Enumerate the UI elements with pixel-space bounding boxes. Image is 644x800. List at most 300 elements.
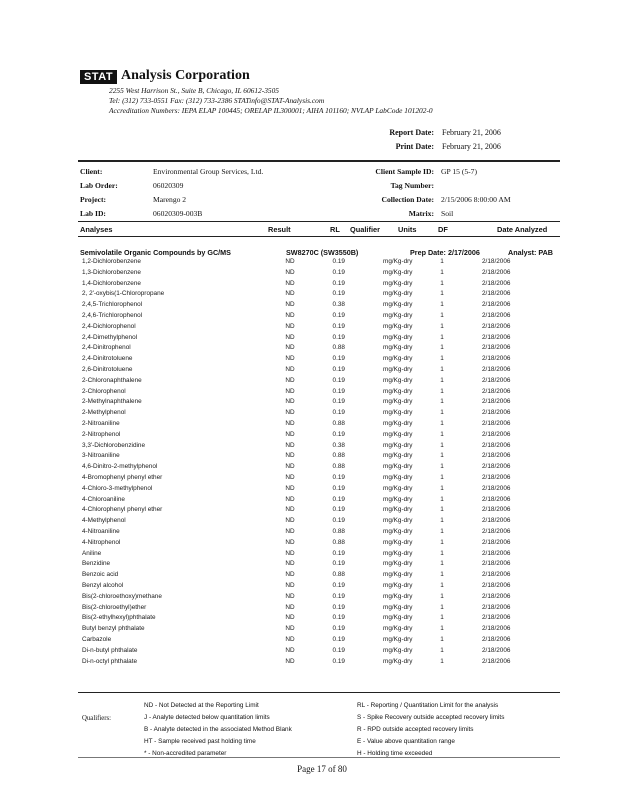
reporting-limit: 0.19	[332, 258, 345, 265]
col-result: Result	[268, 225, 291, 234]
date-analyzed: 2/18/2006	[482, 657, 511, 665]
date-analyzed: 2/18/2006	[482, 376, 511, 384]
units-value: mg/Kg-dry	[383, 268, 413, 276]
dilution-factor: 1	[440, 657, 444, 665]
date-analyzed: 2/18/2006	[482, 312, 511, 319]
result-value: ND	[285, 603, 295, 611]
analyte-name: 4-Bromophenyl phenyl ether	[82, 474, 163, 481]
date-analyzed: 2/18/2006	[482, 452, 511, 460]
units-value: mg/Kg-dry	[383, 258, 413, 265]
qualifier-item: S - Spike Recovery outside accepted recovery limits	[357, 714, 505, 721]
table-row	[0, 636, 644, 647]
col-date-analyzed: Date Analyzed	[497, 225, 548, 234]
units-value: mg/Kg-dry	[383, 592, 413, 600]
date-analyzed: 2/18/2006	[482, 355, 511, 363]
table-row	[0, 582, 644, 593]
result-value: ND	[285, 333, 295, 341]
table-row	[0, 658, 644, 669]
result-value: ND	[285, 625, 295, 633]
analyte-name: 2-Nitroaniline	[82, 420, 120, 427]
section-title: Semivolatile Organic Compounds by GC/MS	[80, 248, 231, 257]
table-row	[0, 485, 644, 496]
col-rl: RL	[330, 225, 340, 234]
table-row	[0, 355, 644, 366]
dilution-factor: 1	[440, 625, 444, 633]
analyte-name: 4,6-Dinitro-2-methylphenol	[82, 463, 158, 471]
result-value: ND	[285, 582, 295, 589]
units-value: mg/Kg-dry	[383, 430, 413, 438]
date-analyzed: 2/18/2006	[482, 290, 511, 298]
analyte-name: Di-n-octyl phthalate	[82, 657, 138, 665]
date-analyzed: 2/18/2006	[482, 592, 511, 600]
analyte-name: Di-n-butyl phthalate	[82, 646, 138, 654]
analyte-name: 2,6-Dinitrotoluene	[82, 366, 133, 373]
reporting-limit: 0.19	[332, 290, 345, 298]
units-value: mg/Kg-dry	[383, 366, 413, 373]
reporting-limit: 0.19	[332, 409, 345, 417]
company-name: Analysis Corporation	[121, 68, 250, 83]
date-analyzed: 2/18/2006	[482, 484, 511, 492]
result-value: ND	[285, 398, 295, 406]
client-sample-label: Client Sample ID:	[375, 167, 434, 176]
section-method: SW8270C (SW3550B)	[286, 248, 359, 257]
date-analyzed: 2/18/2006	[482, 322, 511, 330]
dilution-factor: 1	[440, 560, 444, 568]
result-value: ND	[285, 430, 295, 438]
result-value: ND	[285, 517, 295, 525]
analyte-name: 4-Chloroaniline	[82, 495, 125, 503]
dilution-factor: 1	[440, 549, 444, 557]
result-value: ND	[285, 484, 295, 492]
units-value: mg/Kg-dry	[383, 355, 413, 363]
units-value: mg/Kg-dry	[383, 517, 413, 525]
dilution-factor: 1	[440, 387, 444, 395]
table-row	[0, 647, 644, 658]
date-analyzed: 2/18/2006	[482, 538, 511, 546]
reporting-limit: 0.19	[332, 430, 345, 438]
reporting-limit: 0.19	[332, 322, 345, 330]
result-value: ND	[285, 560, 295, 568]
dilution-factor: 1	[440, 268, 444, 276]
table-row	[0, 301, 644, 312]
report-date: February 21, 2006	[442, 128, 501, 137]
page-number-rule	[78, 757, 560, 758]
date-analyzed: 2/18/2006	[482, 420, 511, 427]
analyte-name: Bis(2-chloroethoxy)methane	[82, 592, 162, 600]
dilution-factor: 1	[440, 603, 444, 611]
units-value: mg/Kg-dry	[383, 279, 413, 287]
dilution-factor: 1	[440, 376, 444, 384]
table-row	[0, 420, 644, 431]
client-sample-value: GP 15 (5-7)	[441, 167, 477, 176]
table-row	[0, 517, 644, 528]
analyte-name: 2-Methylnaphthalene	[82, 398, 142, 406]
qualifiers-label: Qualifiers:	[82, 715, 112, 722]
result-value: ND	[285, 506, 295, 514]
lab-order-label: Lab Order:	[80, 181, 118, 190]
dilution-factor: 1	[440, 344, 444, 352]
date-analyzed: 2/18/2006	[482, 571, 511, 579]
analyte-name: Benzoic acid	[82, 571, 119, 579]
qualifier-item: * - Non-accredited parameter	[144, 750, 227, 757]
date-analyzed: 2/18/2006	[482, 506, 511, 514]
date-analyzed: 2/18/2006	[482, 560, 511, 568]
reporting-limit: 0.19	[332, 333, 345, 341]
project-value: Marengo 2	[153, 195, 187, 204]
result-value: ND	[285, 376, 295, 384]
units-value: mg/Kg-dry	[383, 474, 413, 481]
units-value: mg/Kg-dry	[383, 301, 413, 309]
page-number: Page 17 of 80	[297, 764, 347, 774]
analyte-name: 4-Methylphenol	[82, 517, 126, 525]
units-value: mg/Kg-dry	[383, 560, 413, 568]
table-row	[0, 431, 644, 442]
tag-number-label: Tag Number:	[390, 181, 434, 190]
units-value: mg/Kg-dry	[383, 603, 413, 611]
date-analyzed: 2/18/2006	[482, 582, 511, 589]
table-row	[0, 506, 644, 517]
table-row	[0, 388, 644, 399]
dilution-factor: 1	[440, 592, 444, 600]
units-value: mg/Kg-dry	[383, 582, 413, 589]
units-value: mg/Kg-dry	[383, 387, 413, 395]
reporting-limit: 0.19	[332, 312, 345, 319]
units-value: mg/Kg-dry	[383, 484, 413, 492]
reporting-limit: 0.88	[332, 571, 345, 579]
result-value: ND	[285, 258, 295, 265]
dilution-factor: 1	[440, 506, 444, 514]
reporting-limit: 0.19	[332, 625, 345, 633]
units-value: mg/Kg-dry	[383, 333, 413, 341]
dilution-factor: 1	[440, 366, 444, 373]
dilution-factor: 1	[440, 528, 444, 535]
result-value: ND	[285, 463, 295, 471]
analyte-name: 1,3-Dichlorobenzene	[82, 268, 141, 276]
analyte-name: 4-Chlorophenyl phenyl ether	[82, 506, 163, 514]
units-value: mg/Kg-dry	[383, 420, 413, 427]
units-value: mg/Kg-dry	[383, 506, 413, 514]
table-row	[0, 269, 644, 280]
analyte-name: 2,4,5-Trichlorophenol	[82, 301, 143, 309]
reporting-limit: 0.19	[332, 646, 345, 654]
reporting-limit: 0.19	[332, 484, 345, 492]
result-value: ND	[285, 646, 295, 654]
reporting-limit: 0.19	[332, 495, 345, 503]
reporting-limit: 0.19	[332, 506, 345, 514]
result-value: ND	[285, 290, 295, 298]
analyte-name: 2-Chloronaphthalene	[82, 376, 142, 384]
result-value: ND	[285, 592, 295, 600]
date-analyzed: 2/18/2006	[482, 344, 511, 352]
lab-id-label: Lab ID:	[80, 209, 106, 218]
dilution-factor: 1	[440, 484, 444, 492]
reporting-limit: 0.88	[332, 528, 345, 535]
result-value: ND	[285, 301, 295, 309]
reporting-limit: 0.88	[332, 420, 345, 427]
result-value: ND	[285, 268, 295, 276]
analyte-name: Benzidine	[82, 560, 111, 568]
reporting-limit: 0.19	[332, 582, 345, 589]
table-row	[0, 539, 644, 550]
company-address: 2255 West Harrison St., Suite B, Chicago, IL 60612-3505	[109, 86, 279, 95]
table-row	[0, 409, 644, 420]
units-value: mg/Kg-dry	[383, 614, 413, 622]
result-value: ND	[285, 387, 295, 395]
collection-date-label: Collection Date:	[381, 195, 434, 204]
header-rule	[78, 160, 560, 162]
date-analyzed: 2/18/2006	[482, 517, 511, 525]
lab-order-value: 06020309	[153, 181, 184, 190]
col-units: Units	[398, 225, 417, 234]
analyte-name: 3,3'-Dichlorobenzidine	[82, 441, 146, 449]
date-analyzed: 2/18/2006	[482, 549, 511, 557]
result-value: ND	[285, 495, 295, 503]
dilution-factor: 1	[440, 322, 444, 330]
reporting-limit: 0.19	[332, 517, 345, 525]
dilution-factor: 1	[440, 279, 444, 287]
dilution-factor: 1	[440, 409, 444, 417]
table-row	[0, 625, 644, 636]
result-value: ND	[285, 409, 295, 417]
qualifier-item: RL - Reporting / Quantitation Limit for the analysis	[357, 702, 499, 709]
report-date-label: Report Date:	[389, 128, 434, 137]
analyte-name: 2,4-Dichlorophenol	[82, 322, 136, 330]
stat-logo: STAT	[80, 70, 117, 84]
date-analyzed: 2/18/2006	[482, 366, 511, 373]
dilution-factor: 1	[440, 420, 444, 427]
print-date-label: Print Date:	[395, 142, 434, 151]
date-analyzed: 2/18/2006	[482, 441, 511, 449]
result-value: ND	[285, 355, 295, 363]
date-analyzed: 2/18/2006	[482, 301, 511, 309]
reporting-limit: 0.19	[332, 355, 345, 363]
table-row	[0, 334, 644, 345]
dilution-factor: 1	[440, 517, 444, 525]
units-value: mg/Kg-dry	[383, 646, 413, 654]
table-row	[0, 604, 644, 615]
table-row	[0, 560, 644, 571]
date-analyzed: 2/18/2006	[482, 614, 511, 622]
result-value: ND	[285, 657, 295, 665]
col-analyses: Analyses	[80, 225, 113, 234]
dilution-factor: 1	[440, 312, 444, 319]
matrix-label: Matrix:	[408, 209, 434, 218]
info-rule	[78, 221, 560, 222]
result-value: ND	[285, 322, 295, 330]
result-value: ND	[285, 452, 295, 460]
result-value: ND	[285, 366, 295, 373]
dilution-factor: 1	[440, 301, 444, 309]
reporting-limit: 0.88	[332, 452, 345, 460]
dilution-factor: 1	[440, 398, 444, 406]
date-analyzed: 2/18/2006	[482, 495, 511, 503]
reporting-limit: 0.88	[332, 463, 345, 471]
dilution-factor: 1	[440, 463, 444, 471]
date-analyzed: 2/18/2006	[482, 528, 511, 535]
footer-rule	[78, 692, 560, 693]
analyte-name: 4-Nitrophenol	[82, 538, 121, 546]
table-row	[0, 366, 644, 377]
date-analyzed: 2/18/2006	[482, 409, 511, 417]
table-row	[0, 496, 644, 507]
table-row	[0, 398, 644, 409]
result-value: ND	[285, 344, 295, 352]
units-value: mg/Kg-dry	[383, 528, 413, 535]
print-date: February 21, 2006	[442, 142, 501, 151]
dilution-factor: 1	[440, 614, 444, 622]
table-row	[0, 280, 644, 291]
col-qualifier: Qualifier	[350, 225, 380, 234]
table-row	[0, 344, 644, 355]
analyte-name: 1,2-Dichlorobenzene	[82, 258, 141, 265]
units-value: mg/Kg-dry	[383, 495, 413, 503]
table-row	[0, 571, 644, 582]
section-analyst: Analyst: PAB	[508, 248, 553, 257]
collection-date-value: 2/15/2006 8:00:00 AM	[441, 195, 511, 204]
date-analyzed: 2/18/2006	[482, 398, 511, 406]
client-label: Client:	[80, 167, 103, 176]
dilution-factor: 1	[440, 538, 444, 546]
date-analyzed: 2/18/2006	[482, 387, 511, 395]
analyte-name: 4-Chloro-3-methylphenol	[82, 484, 153, 492]
reporting-limit: 0.19	[332, 376, 345, 384]
reporting-limit: 0.19	[332, 592, 345, 600]
reporting-limit: 0.19	[332, 614, 345, 622]
result-value: ND	[285, 474, 295, 481]
analyte-name: 2-Methylphenol	[82, 409, 126, 417]
table-row	[0, 377, 644, 388]
units-value: mg/Kg-dry	[383, 538, 413, 546]
result-value: ND	[285, 614, 295, 622]
date-analyzed: 2/18/2006	[482, 258, 511, 265]
dilution-factor: 1	[440, 571, 444, 579]
units-value: mg/Kg-dry	[383, 376, 413, 384]
dilution-factor: 1	[440, 495, 444, 503]
units-value: mg/Kg-dry	[383, 312, 413, 319]
dilution-factor: 1	[440, 290, 444, 298]
units-value: mg/Kg-dry	[383, 463, 413, 471]
date-analyzed: 2/18/2006	[482, 646, 511, 654]
reporting-limit: 0.19	[332, 603, 345, 611]
reporting-limit: 0.19	[332, 657, 345, 665]
units-value: mg/Kg-dry	[383, 452, 413, 460]
dilution-factor: 1	[440, 582, 444, 589]
table-row	[0, 452, 644, 463]
analyte-name: 2, 2'-oxybis(1-Chloropropane	[82, 290, 165, 298]
units-value: mg/Kg-dry	[383, 322, 413, 330]
qualifier-item: R - RPD outside accepted recovery limits	[357, 726, 474, 733]
table-row	[0, 528, 644, 539]
reporting-limit: 0.19	[332, 268, 345, 276]
analyte-name: 2-Nitrophenol	[82, 430, 121, 438]
table-row	[0, 258, 644, 269]
units-value: mg/Kg-dry	[383, 398, 413, 406]
reporting-limit: 0.19	[332, 560, 345, 568]
analyte-name: Bis(2-chloroethyl)ether	[82, 603, 147, 611]
col-df: DF	[438, 225, 448, 234]
table-row	[0, 614, 644, 625]
table-row	[0, 593, 644, 604]
reporting-limit: 0.38	[332, 441, 345, 449]
dilution-factor: 1	[440, 258, 444, 265]
analyte-name: Bis(2-ethylhexyl)phthalate	[82, 614, 156, 622]
date-analyzed: 2/18/2006	[482, 474, 511, 481]
units-value: mg/Kg-dry	[383, 625, 413, 633]
units-value: mg/Kg-dry	[383, 344, 413, 352]
dilution-factor: 1	[440, 333, 444, 341]
date-analyzed: 2/18/2006	[482, 603, 511, 611]
dilution-factor: 1	[440, 474, 444, 481]
units-value: mg/Kg-dry	[383, 441, 413, 449]
analyte-name: Aniline	[82, 549, 102, 557]
qualifier-item: H - Holding time exceeded	[357, 750, 433, 757]
qualifier-item: ND - Not Detected at the Reporting Limit	[144, 702, 259, 709]
analyte-name: 2,4-Dimethylphenol	[82, 333, 138, 341]
qualifier-item: E - Value above quantitation range	[357, 738, 455, 745]
section-prep-date: Prep Date: 2/17/2006	[410, 248, 480, 257]
units-value: mg/Kg-dry	[383, 636, 413, 643]
company-contact: Tel: (312) 733-0551 Fax: (312) 733-2386 STATinfo@STAT-Analysis.com	[109, 96, 325, 105]
reporting-limit: 0.19	[332, 398, 345, 406]
table-row	[0, 463, 644, 474]
reporting-limit: 0.19	[332, 279, 345, 287]
reporting-limit: 0.19	[332, 387, 345, 395]
date-analyzed: 2/18/2006	[482, 625, 511, 633]
reporting-limit: 0.19	[332, 366, 345, 373]
dilution-factor: 1	[440, 441, 444, 449]
date-analyzed: 2/18/2006	[482, 463, 511, 471]
units-value: mg/Kg-dry	[383, 657, 413, 665]
result-value: ND	[285, 538, 295, 546]
dilution-factor: 1	[440, 636, 444, 643]
client-value: Environmental Group Services, Ltd.	[153, 167, 264, 176]
analyte-name: 2-Chlorophenol	[82, 387, 126, 395]
units-value: mg/Kg-dry	[383, 549, 413, 557]
table-row	[0, 323, 644, 334]
date-analyzed: 2/18/2006	[482, 268, 511, 276]
dilution-factor: 1	[440, 646, 444, 654]
analyte-name: 2,4-Dinitrotoluene	[82, 355, 133, 363]
accreditation-numbers: Accreditation Numbers: IEPA ELAP 100445; ORELAP IL300001; AIHA 101160; NVLAP LabCode 101202-0	[109, 106, 433, 115]
matrix-value: Soil	[441, 209, 454, 218]
result-value: ND	[285, 549, 295, 557]
reporting-limit: 0.19	[332, 549, 345, 557]
date-analyzed: 2/18/2006	[482, 333, 511, 341]
date-analyzed: 2/18/2006	[482, 279, 511, 287]
qualifier-item: J - Analyte detected below quantitation limits	[144, 714, 270, 721]
qualifier-item: B - Analyte detected in the associated Method Blank	[144, 726, 292, 733]
analyte-name: 4-Nitroaniline	[82, 528, 120, 535]
analyte-name: Carbazole	[82, 636, 112, 643]
table-row	[0, 442, 644, 453]
table-row	[0, 312, 644, 323]
table-row	[0, 550, 644, 561]
result-value: ND	[285, 312, 295, 319]
result-value: ND	[285, 528, 295, 535]
analyte-name: Butyl benzyl phthalate	[82, 625, 145, 633]
reporting-limit: 0.19	[332, 636, 345, 643]
result-value: ND	[285, 636, 295, 643]
units-value: mg/Kg-dry	[383, 409, 413, 417]
table-row	[0, 474, 644, 485]
reporting-limit: 0.88	[332, 344, 345, 352]
reporting-limit: 0.88	[332, 538, 345, 546]
result-value: ND	[285, 420, 295, 427]
analyte-name: 2,4-Dinitrophenol	[82, 344, 131, 352]
date-analyzed: 2/18/2006	[482, 430, 511, 438]
date-analyzed: 2/18/2006	[482, 636, 511, 643]
reporting-limit: 0.38	[332, 301, 345, 309]
